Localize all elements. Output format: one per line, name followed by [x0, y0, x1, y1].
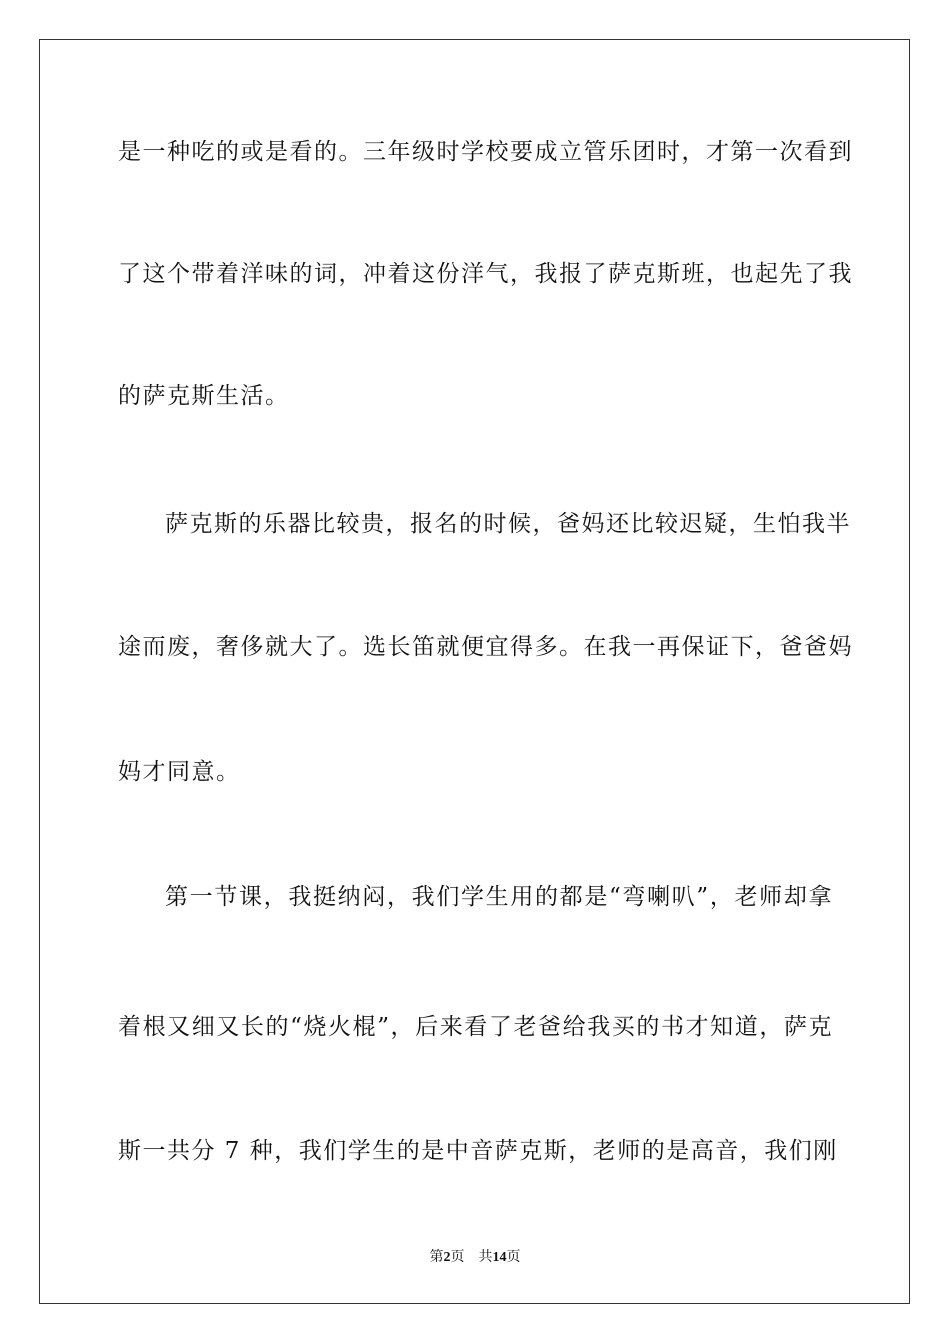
text-line: 是一种吃的或是看的。三年级时学校要成立管乐团时，才第一次看到: [118, 139, 853, 165]
total-pages: 14: [492, 1250, 507, 1265]
page-footer: [0, 1246, 950, 1266]
page-suffix: 页: [450, 1250, 465, 1265]
text-line: 途而废，奢侈就大了。选长笛就便宜得多。在我一再保证下，爸爸妈: [118, 634, 853, 660]
page-number: 2: [443, 1250, 451, 1265]
text-line: 妈才同意。: [118, 759, 241, 785]
text-line: 了这个带着洋味的词，冲着这份洋气，我报了萨克斯班，也起先了我: [118, 261, 853, 287]
text-line: 的萨克斯生活。: [118, 383, 290, 409]
page-border: [39, 39, 910, 1304]
total-prefix: 共: [478, 1250, 493, 1265]
text-line: 斯一共分 7 种，我们学生的是中音萨克斯，老师的是高音，我们刚: [118, 1138, 838, 1164]
text-line: 萨克斯的乐器比较贵，报名的时候，爸妈还比较迟疑，生怕我半: [165, 511, 851, 537]
text-line: 第一节课，我挺纳闷，我们学生用的都是“弯喇叭”，老师却拿: [165, 884, 833, 910]
page-prefix: 第: [429, 1250, 444, 1265]
total-suffix: 页: [506, 1250, 521, 1265]
text-line: 着根又细又长的“烧火棍”，后来看了老爸给我买的书才知道，萨克: [118, 1014, 833, 1040]
